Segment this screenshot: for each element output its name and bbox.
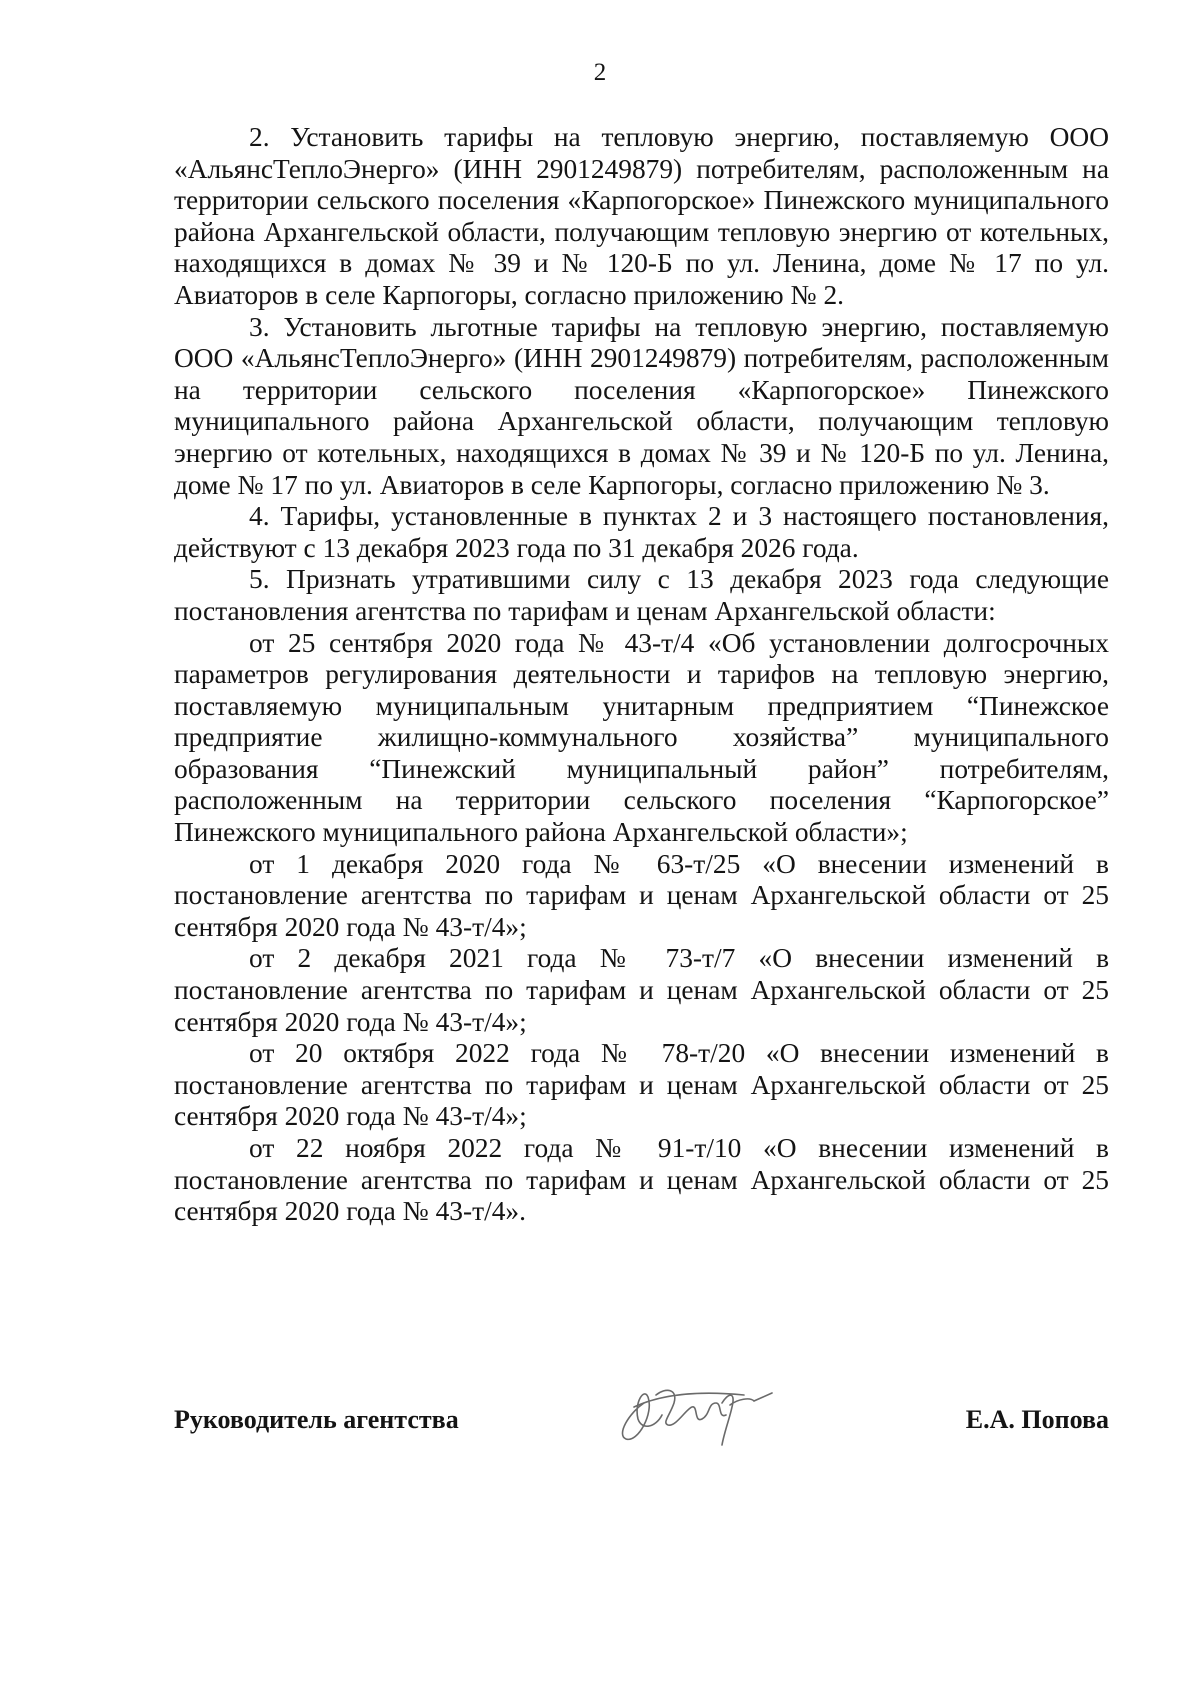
paragraph-item-5: 5. Признать утратившими силу с 13 декабря 2023 года следующие постановления агентства по тарифам и ценам Архангельской области: [174, 564, 1109, 626]
document-body [174, 122, 1109, 1228]
page-number: 2 [593, 59, 607, 86]
signature-block [174, 1383, 1109, 1453]
repealed-act-5: от 22 ноября 2022 года № 91-т/10 «О внесении изменений в постановление агентства по тарифам и ценам Архангельской области от 25 сентября 2020 года № 43-т/4». [174, 1133, 1109, 1227]
repealed-act-4: от 20 октября 2022 года № 78-т/20 «О внесении изменений в постановление агентства по тарифам и ценам Архангельской области от 25 сентября 2020 года № 43-т/4»; [174, 1038, 1109, 1132]
signer-name: Е.А. Попова [965, 1405, 1109, 1434]
paragraph-item-2: 2. Установить тарифы на тепловую энергию, поставляемую ООО «АльянсТеплоЭнерго» (ИНН 2901249879) потребителям, расположенным на территории сельского поселения «Карпогорское» Пинежского муниципального района Архангельской области, получающим тепловую энергию от котельных, находящихся в домах № 39 и № 120-Б по ул. Ленина, доме № 17 по ул. Авиаторов в селе Карпогоры, согласно приложению № 2. [174, 122, 1109, 310]
handwritten-signature [604, 1373, 794, 1453]
paragraph-item-4: 4. Тарифы, установленные в пунктах 2 и 3 настоящего постановления, действуют с 13 декабря 2023 года по 31 декабря 2026 года. [174, 501, 1109, 563]
repealed-act-2: от 1 декабря 2020 года № 63-т/25 «О внесении изменений в постановление агентства по тарифам и ценам Архангельской области от 25 сентября 2020 года № 43-т/4»; [174, 848, 1109, 942]
position-title: Руководитель агентства [174, 1405, 459, 1434]
repealed-act-3: от 2 декабря 2021 года № 73-т/7 «О внесении изменений в постановление агентства по тарифам и ценам Архангельской области от 25 сентября 2020 года № 43-т/4»; [174, 943, 1109, 1037]
paragraph-item-3: 3. Установить льготные тарифы на тепловую энергию, поставляемую ООО «АльянсТеплоЭнерго» (ИНН 2901249879) потребителям, расположенным на территории сельского поселения «Карпогорское» Пинежского муниципального района Архангельской области, получающим тепловую энергию от котельных, находящихся в домах № 39 и № 120-Б по ул. Ленина, доме № 17 по ул. Авиаторов в селе Карпогоры, согласно приложению № 3. [174, 311, 1109, 500]
repealed-act-1: от 25 сентября 2020 года № 43-т/4 «Об установлении долгосрочных параметров регулирования деятельности и тарифов на тепловую энергию, поставляемую муниципальным унитарным предприятием “Пинежское предприятие жилищно-коммунального хозяйства” муниципального образования “Пинежский муниципальный район” потребителям, расположенным на территории сельского поселения “Карпогорское” Пинежского муниципального района Архангельской области»; [174, 627, 1109, 848]
